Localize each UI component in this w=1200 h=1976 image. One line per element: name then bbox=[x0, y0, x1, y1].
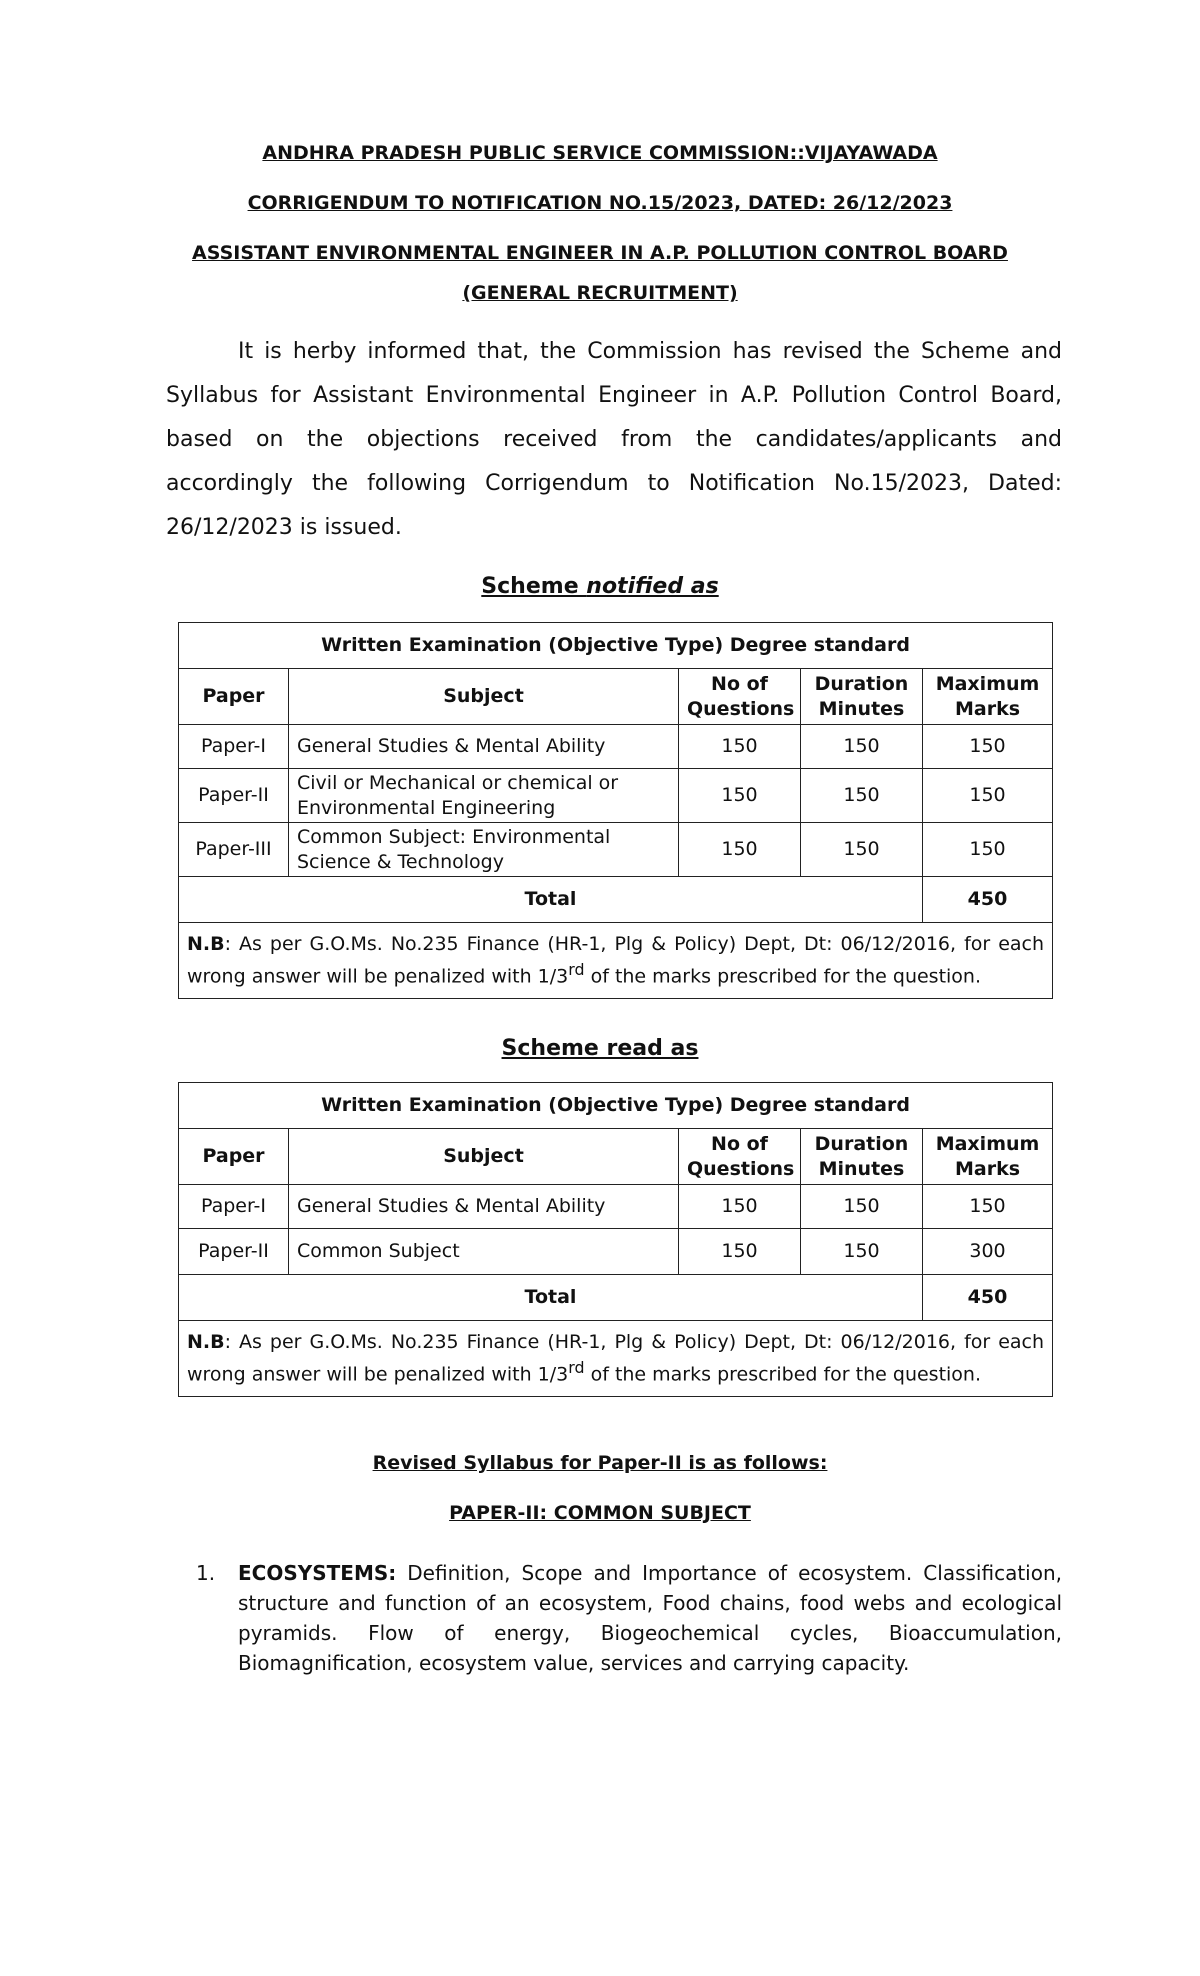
nb-sup: rd bbox=[568, 959, 585, 979]
header-subject: Subject bbox=[289, 669, 679, 725]
scheme-read-table bbox=[178, 1082, 1053, 1397]
table-caption-row bbox=[179, 623, 1053, 669]
cell-marks: 150 bbox=[923, 769, 1053, 823]
table-row bbox=[179, 1185, 1053, 1229]
header-marks: Maximum Marks bbox=[923, 1129, 1053, 1185]
penalty-note bbox=[179, 1321, 1053, 1397]
cell-paper: Paper-II bbox=[179, 769, 289, 823]
header-marks: Maximum Marks bbox=[923, 669, 1053, 725]
nb-label: N.B bbox=[187, 932, 225, 955]
post-title: ASSISTANT ENVIRONMENTAL ENGINEER IN A.P. POLLUTION CONTROL BOARD bbox=[192, 242, 1008, 264]
total-value: 450 bbox=[923, 877, 1053, 923]
cell-questions: 150 bbox=[679, 823, 801, 877]
total-label: Total bbox=[179, 877, 923, 923]
cell-marks: 300 bbox=[923, 1229, 1053, 1275]
cell-duration: 150 bbox=[801, 823, 923, 877]
cell-paper: Paper-II bbox=[179, 1229, 289, 1275]
nb-sup: rd bbox=[568, 1357, 585, 1377]
nb-label: N.B bbox=[187, 1330, 225, 1353]
cell-duration: 150 bbox=[801, 769, 923, 823]
table-row bbox=[179, 769, 1053, 823]
header-paper: Paper bbox=[179, 669, 289, 725]
cell-paper: Paper-I bbox=[179, 1185, 289, 1229]
recruitment-type: (GENERAL RECRUITMENT) bbox=[462, 282, 738, 304]
cell-duration: 150 bbox=[801, 1185, 923, 1229]
total-label: Total bbox=[179, 1275, 923, 1321]
scheme-notified-title bbox=[0, 574, 1200, 599]
table-row bbox=[179, 823, 1053, 877]
header-duration: Duration Minutes bbox=[801, 1129, 923, 1185]
table-row bbox=[179, 1229, 1053, 1275]
cell-subject: Common Subject bbox=[289, 1229, 679, 1275]
syllabus-list bbox=[196, 1558, 1062, 1678]
scheme-notified-title-emph: notified as bbox=[586, 574, 719, 599]
cell-subject: Common Subject: Environmental Science & Technology bbox=[289, 823, 679, 877]
list-item bbox=[196, 1558, 1062, 1678]
scheme-notified-table bbox=[178, 622, 1053, 999]
table-caption: Written Examination (Objective Type) Degree standard bbox=[179, 1083, 1053, 1129]
header-paper: Paper bbox=[179, 1129, 289, 1185]
total-value: 450 bbox=[923, 1275, 1053, 1321]
cell-questions: 150 bbox=[679, 725, 801, 769]
cell-marks: 150 bbox=[923, 725, 1053, 769]
corrigendum-title: CORRIGENDUM TO NOTIFICATION NO.15/2023, DATED: 26/12/2023 bbox=[247, 192, 953, 214]
cell-questions: 150 bbox=[679, 1185, 801, 1229]
cell-subject: General Studies & Mental Ability bbox=[289, 725, 679, 769]
table-row bbox=[179, 725, 1053, 769]
intro-text: It is herby informed that, the Commission has revised the Scheme and Syllabus for Assistant Environmental Engineer in A.P. Pollution Control Board, based on the objections received from the candidates/applicants and accordingly the following Corrigendum to Notification No.15/2023, Dated: 26/12/2023 is issued. bbox=[166, 339, 1062, 540]
nb-text-1: : As per G.O.Ms. No.235 Finance (HR-1, Plg & Policy) Dept, Dt: 06/12/2016, for each wrong answer will be penalized with 1/3 bbox=[187, 1330, 1045, 1386]
table-header-row bbox=[179, 669, 1053, 725]
commission-title: ANDHRA PRADESH PUBLIC SERVICE COMMISSION::VIJAYAWADA bbox=[262, 142, 938, 164]
list-item-number: 1. bbox=[196, 1561, 216, 1585]
syllabus-title: Revised Syllabus for Paper-II is as follows: bbox=[372, 1452, 828, 1474]
header-questions: No of Questions bbox=[679, 669, 801, 725]
header-duration: Duration Minutes bbox=[801, 669, 923, 725]
table-note-row bbox=[179, 1321, 1053, 1397]
cell-duration: 150 bbox=[801, 1229, 923, 1275]
cell-duration: 150 bbox=[801, 725, 923, 769]
paper-title: PAPER-II: COMMON SUBJECT bbox=[449, 1502, 751, 1524]
list-item-text bbox=[238, 1558, 1062, 1678]
table-note-row bbox=[179, 923, 1053, 999]
penalty-note bbox=[179, 923, 1053, 999]
table-total-row bbox=[179, 1275, 1053, 1321]
cell-subject: Civil or Mechanical or chemical or Environmental Engineering bbox=[289, 769, 679, 823]
list-item-heading: ECOSYSTEMS: bbox=[238, 1561, 397, 1585]
nb-text-2: of the marks prescribed for the question. bbox=[584, 1363, 982, 1386]
table-header-row bbox=[179, 1129, 1053, 1185]
cell-paper: Paper-III bbox=[179, 823, 289, 877]
cell-marks: 150 bbox=[923, 1185, 1053, 1229]
cell-paper: Paper-I bbox=[179, 725, 289, 769]
header-subject: Subject bbox=[289, 1129, 679, 1185]
scheme-notified-title-prefix: Scheme bbox=[481, 574, 587, 599]
nb-text-2: of the marks prescribed for the question. bbox=[584, 965, 982, 988]
cell-subject: General Studies & Mental Ability bbox=[289, 1185, 679, 1229]
table-caption-row bbox=[179, 1083, 1053, 1129]
nb-text-1: : As per G.O.Ms. No.235 Finance (HR-1, Plg & Policy) Dept, Dt: 06/12/2016, for each wrong answer will be penalized with 1/3 bbox=[187, 932, 1045, 988]
table-total-row bbox=[179, 877, 1053, 923]
cell-questions: 150 bbox=[679, 1229, 801, 1275]
table-caption: Written Examination (Objective Type) Degree standard bbox=[179, 623, 1053, 669]
header-questions: No of Questions bbox=[679, 1129, 801, 1185]
scheme-read-title: Scheme read as bbox=[501, 1036, 699, 1061]
cell-questions: 150 bbox=[679, 769, 801, 823]
cell-marks: 150 bbox=[923, 823, 1053, 877]
intro-paragraph bbox=[166, 330, 1062, 550]
list-item-body: Definition, Scope and Importance of ecosystem. Classification, structure and function of an ecosystem, Food chains, food webs and ecological pyramids. Flow of energy, Biogeochemical cycles, Bioaccumulation, Biomagnification, ecosystem value, services and carrying capacity. bbox=[238, 1561, 1062, 1675]
